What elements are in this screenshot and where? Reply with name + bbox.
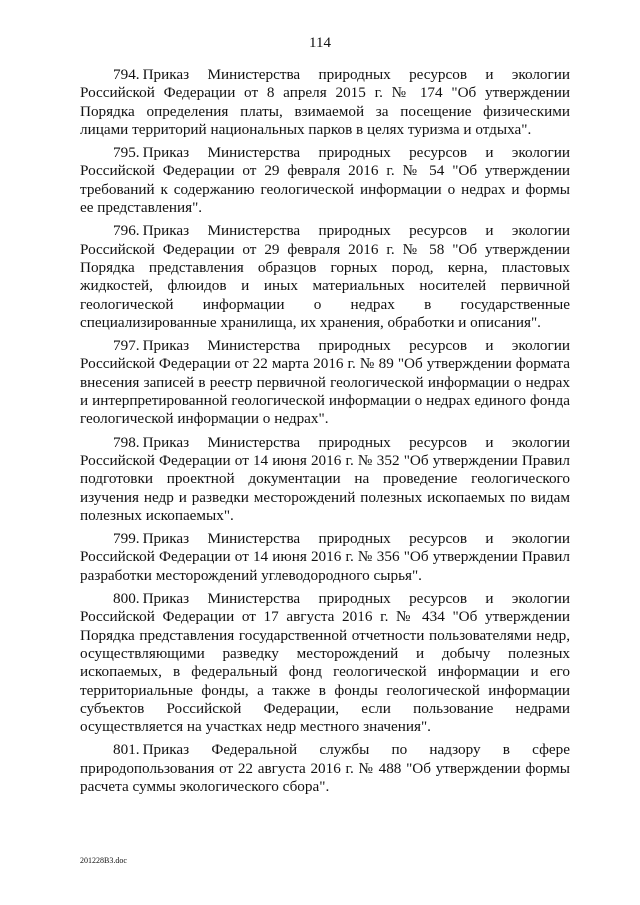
list-item-794 (80, 66, 570, 139)
entry-text: Приказ Министерства природных ресурсов и экологии Российской Федерации от 8 апреля 2015 г. № 174 "Об утверждении Порядка определения платы, взимаемой за посещение физическими лицами территорий национальных парков в целях туризма и отдыха". (80, 66, 570, 138)
entry-text: Приказ Министерства природных ресурсов и экологии Российской Федерации от 29 февраля 2016 г. № 58 "Об утверждении Порядка представления образцов горных пород, керна, пластовых жидкостей, флюидов и иных материальных носителей первичной геологической информации о недрах в государственные специализированные хранилища, их хранения, обработки и описания". (80, 222, 570, 331)
document-body (80, 66, 570, 801)
entry-number: 798. (113, 433, 140, 451)
entry-text: Приказ Федеральной службы по надзору в сфере природопользования от 22 августа 2016 г. № 488 "Об утверждении формы расчета суммы экологического сбора". (80, 741, 570, 795)
entry-number: 799. (113, 530, 140, 548)
entry-text: Приказ Министерства природных ресурсов и экологии Российской Федерации от 22 марта 2016 г. № 89 "Об утверждении формата внесения записей в реестр первичной геологической информации о недрах и интерпретированной геологической информации о недрах единого фонда геологической информации о недрах". (80, 337, 570, 428)
list-item-801 (80, 741, 570, 796)
list-item-798 (80, 434, 570, 525)
entry-number: 794. (113, 66, 140, 83)
list-item-796 (80, 222, 570, 332)
entry-number: 796. (113, 222, 140, 240)
entry-text: Приказ Министерства природных ресурсов и экологии Российской Федерации от 29 февраля 2016 г. № 54 "Об утверждении требований к содержанию геологической информации о недрах и формы ее представления". (80, 144, 570, 217)
entry-number: 800. (113, 590, 140, 608)
page-number: 114 (309, 35, 331, 51)
list-item-800 (80, 590, 570, 736)
list-item-795 (80, 144, 570, 217)
entry-number: 795. (113, 144, 140, 162)
list-item-799 (80, 530, 570, 585)
entry-text: Приказ Министерства природных ресурсов и экологии Российской Федерации от 17 августа 2016 г. № 434 "Об утверждении Порядка представления государственной отчетности пользователями недр, осуществляющими разведку месторождений и добычу полезных ископаемых, в федеральный фонд геологической информации и его территориальные фонды, а также в фонды геологической информации субъектов Российской Федерации, если пользование недрами осуществляется на участках недр местного значения". (80, 590, 570, 736)
entry-number: 797. (113, 337, 140, 355)
document-file-code: 201228B3.doc (80, 856, 127, 865)
entry-text: Приказ Министерства природных ресурсов и экологии Российской Федерации от 14 июня 2016 г. № 356 "Об утверждении Правил разработки месторождений углеводородного сырья". (80, 530, 570, 584)
entry-number: 801. (113, 741, 140, 759)
list-item-797 (80, 337, 570, 428)
entry-text: Приказ Министерства природных ресурсов и экологии Российской Федерации от 14 июня 2016 г. № 352 "Об утверждении Правил подготовки проектной документации на проведение геологического изучения недр и разведки месторождений полезных ископаемых по видам полезных ископаемых". (80, 433, 570, 524)
